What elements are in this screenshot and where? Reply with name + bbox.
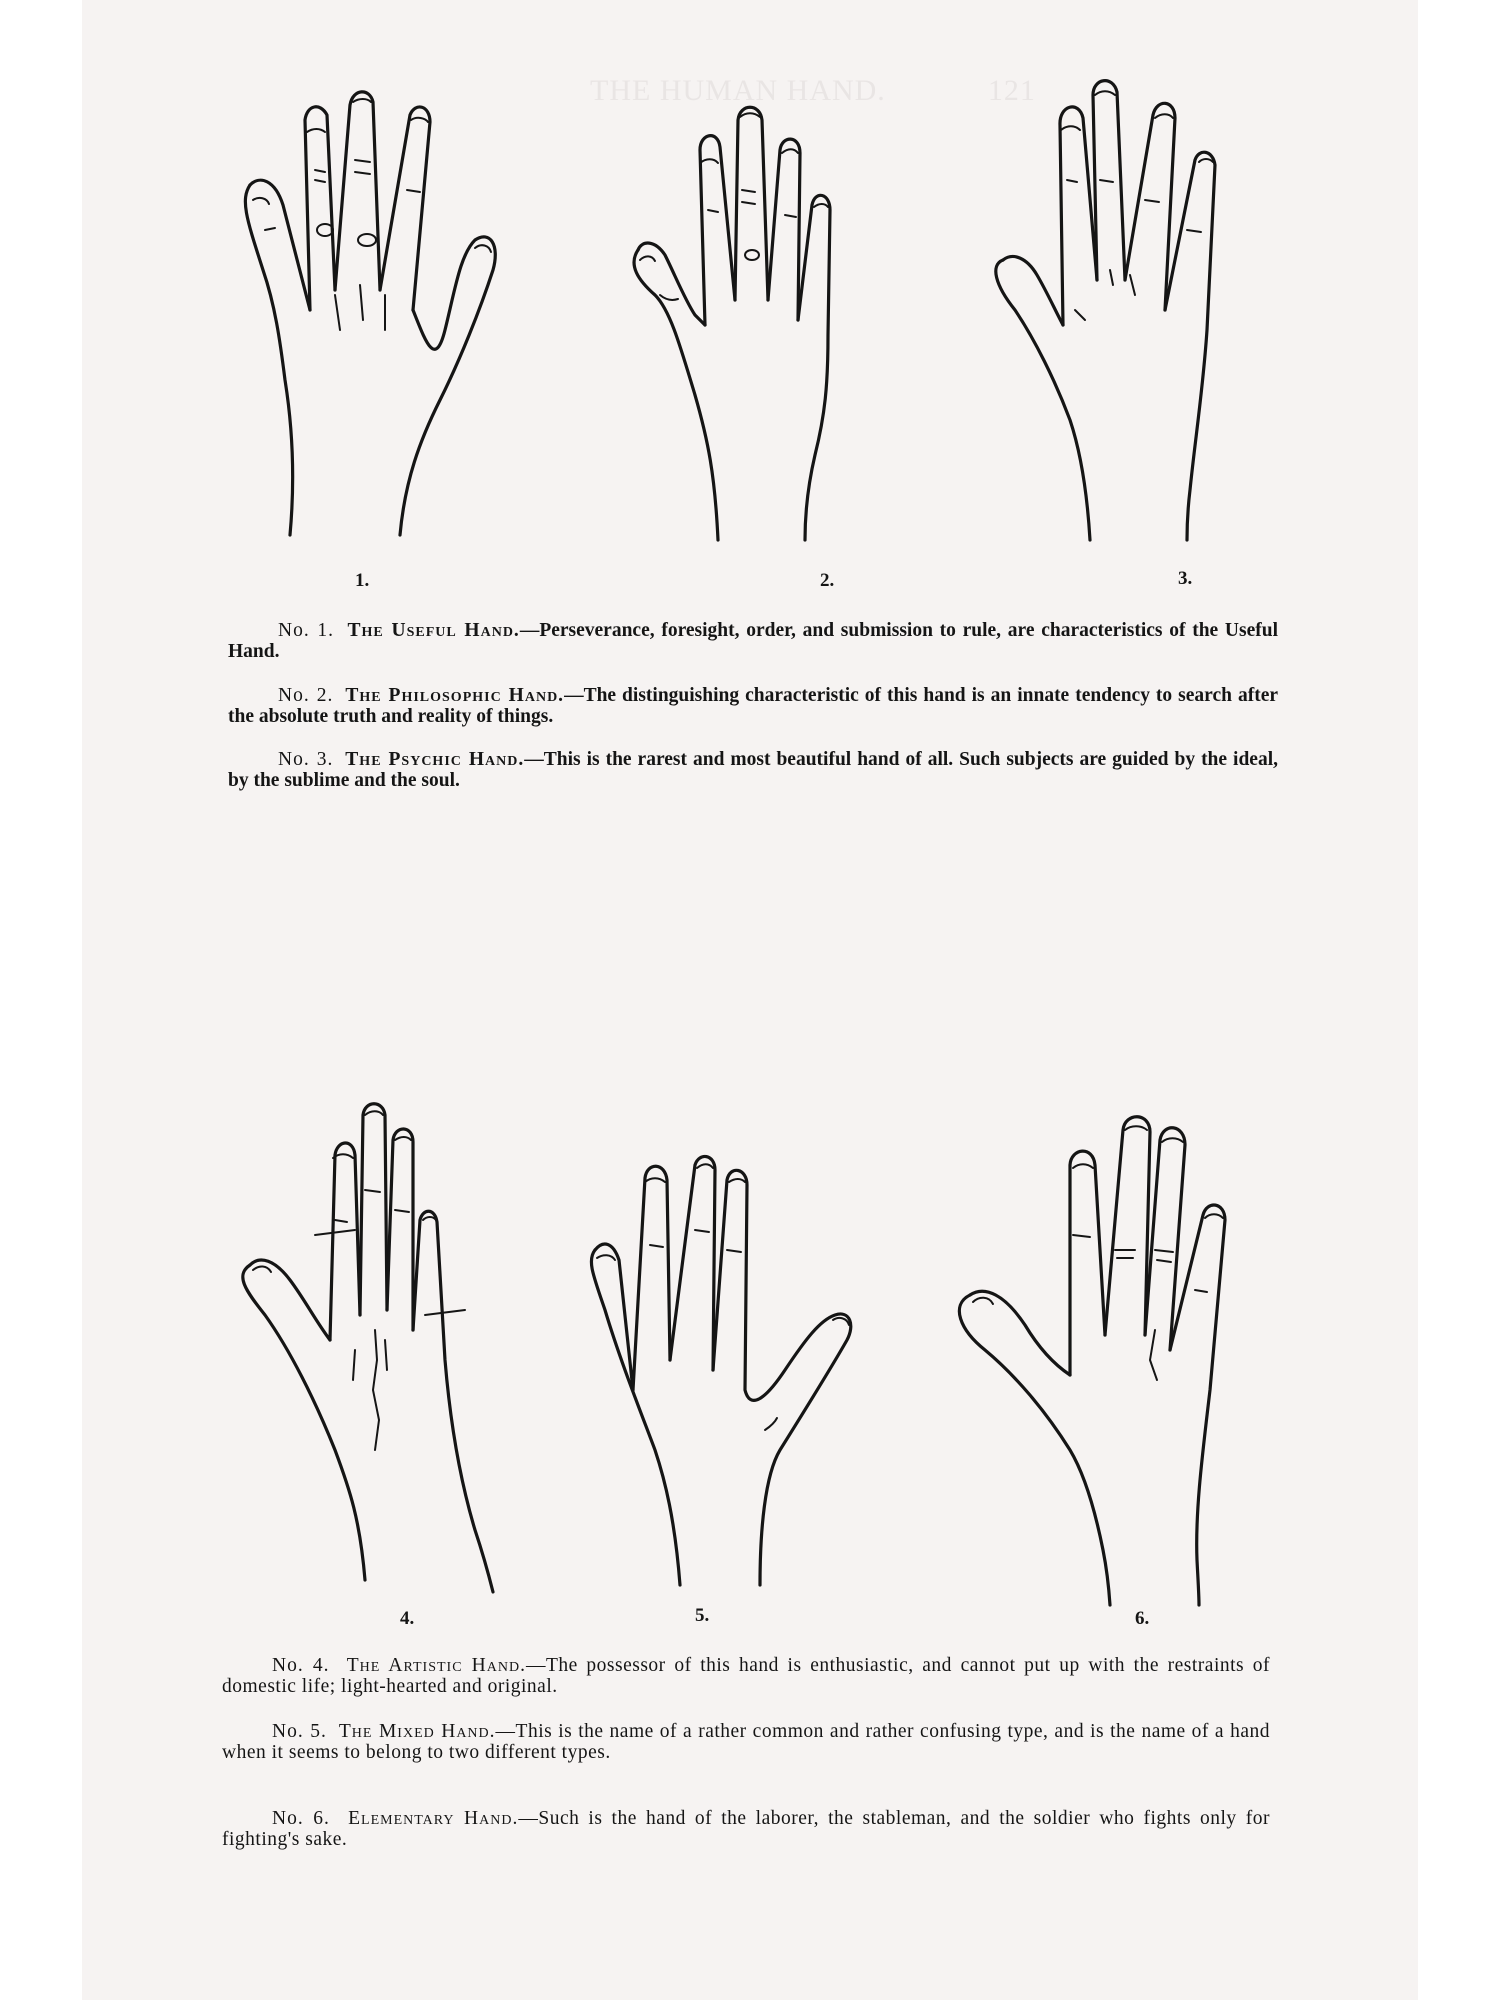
caption-5 — [222, 1721, 1270, 1763]
hand-figure-useful — [235, 80, 565, 591]
caption-1-title: The Useful Hand. — [347, 620, 520, 641]
caption-1-text: —Perseverance, foresight, order, and submission to rule, are characteristics of the Useful Hand. — [228, 620, 1279, 662]
caption-1-number: No. 1. — [278, 620, 335, 641]
figure-label-5: 5. — [695, 1605, 710, 1626]
caption-4-title: The Artistic Hand. — [346, 1655, 526, 1676]
caption-6-text: —Such is the hand of the laborer, the stableman, and the soldier who fights only for fighting's sake. — [222, 1808, 1270, 1850]
caption-6 — [222, 1808, 1270, 1850]
figure-label-6: 6. — [1135, 1608, 1150, 1629]
hand-figure-artistic — [235, 1100, 535, 1629]
hand-figure-philosophic — [620, 95, 920, 591]
figure-label-2: 2. — [820, 570, 835, 591]
caption-3-number: No. 3. — [278, 749, 334, 770]
caption-5-text: —This is the name of a rather common and rather confusing type, and is the name of a hand when it seems to belong to two different types. — [222, 1721, 1270, 1763]
figure-label-4: 4. — [400, 1608, 415, 1629]
figure-label-3: 3. — [1178, 568, 1193, 589]
caption-5-title: The Mixed Hand. — [338, 1721, 496, 1742]
hand-figure-mixed — [585, 1150, 885, 1626]
caption-3-title: The Psychic Hand. — [345, 749, 525, 770]
caption-4-text: —The possessor of this hand is enthusiastic, and cannot put up with the restraints of domestic life; light-hearted and original. — [222, 1655, 1271, 1697]
hand-figure-elementary — [945, 1110, 1285, 1629]
bleed-through-running-head: THE HUMAN HAND. 121 — [590, 74, 1036, 107]
caption-6-title: Elementary Hand. — [348, 1808, 519, 1829]
caption-2 — [228, 685, 1278, 727]
caption-2-number: No. 2. — [278, 685, 334, 706]
caption-1 — [228, 620, 1278, 662]
caption-6-number: No. 6. — [272, 1808, 330, 1829]
caption-2-text: —The distinguishing characteristic of this hand is an innate tendency to search after the absolute truth and reality of things. — [228, 685, 1279, 727]
figure-label-1: 1. — [355, 570, 370, 591]
caption-4-number: No. 4. — [272, 1655, 330, 1676]
hand-figure-psychic — [975, 70, 1275, 589]
caption-3 — [228, 749, 1278, 791]
caption-5-number: No. 5. — [272, 1721, 327, 1742]
caption-3-text: —This is the rarest and most beautiful hand of all. Such subjects are guided by the ideal, by the sublime and the soul. — [228, 749, 1279, 791]
caption-2-title: The Philosophic Hand. — [345, 685, 565, 706]
caption-4 — [222, 1655, 1270, 1697]
